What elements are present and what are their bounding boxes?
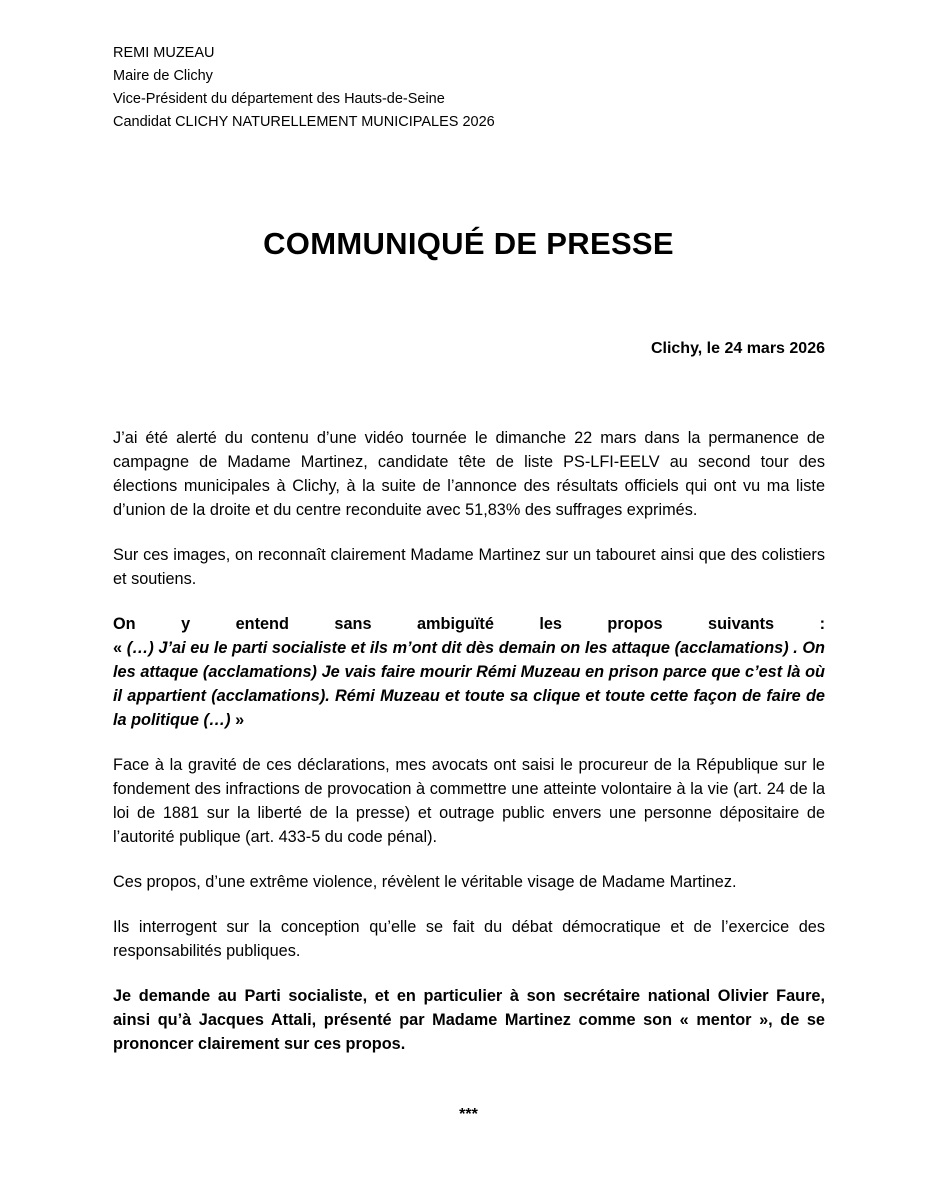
- paragraph-images: Sur ces images, on reconnaît clairement Madame Martinez sur un tabouret ainsi que des colistiers et soutiens.: [113, 546, 825, 588]
- paragraph-video-alert: J’ai été alerté du contenu d’une vidéo tournée le dimanche 22 mars dans la permanence de campagne de Madame Martinez, candidate tête de liste PS-LFI-EELV au second tour des élections municipales à Clichy, à la suite de l’annonce des résultats officiels qui ont vu ma liste d’union de la droite et du centre reconduite avec 51,83% des suffrages exprimés.: [113, 429, 825, 519]
- quote-intro: On y entend sans ambiguïté les propos suivants :: [113, 615, 825, 633]
- dateline: Clichy, le 24 mars 2026: [650, 340, 825, 357]
- sender-role-vice-president: Vice-Président du département des Hauts-de-Seine: [113, 91, 445, 107]
- quote-text: (…) J’ai eu le parti socialiste et ils m’ont dit dès demain on les attaque (acclamations) . On les attaque (acclamations) Je vais faire mourir Rémi Muzeau en prison parce que c’est là où il appartient (acclamations). Rémi Muzeau et toute sa clique et toute cette façon de faire de la politique (…): [113, 639, 825, 729]
- paragraph-demand: Je demande au Parti socialiste, et en particulier à son secrétaire national Olivier Faure, ainsi qu’à Jacques Attali, présenté par Madame Martinez comme son « mentor », de se prononcer clairement sur ces propos.: [113, 987, 825, 1053]
- sender-block: [113, 42, 495, 134]
- paragraph-violence: Ces propos, d’une extrême violence, révèlent le véritable visage de Madame Martinez.: [113, 873, 737, 891]
- sender-role-candidate: Candidat CLICHY NATURELLEMENT MUNICIPALES 2026: [113, 114, 495, 130]
- document-title: COMMUNIQUÉ DE PRESSE: [263, 226, 674, 261]
- paragraph-legal-action: Face à la gravité de ces déclarations, mes avocats ont saisi le procureur de la République sur le fondement des infractions de provocation à commettre une atteinte volontaire à la vie (art. 24 de la loi de 1881 sur la liberté de la presse) et outrage public envers une personne dépositaire de l’autorité publique (art. 433-5 du code pénal).: [113, 756, 825, 846]
- sender-name: REMI MUZEAU: [113, 45, 215, 61]
- sender-role-mayor: Maire de Clichy: [113, 68, 213, 84]
- paragraph-quote: [113, 612, 825, 732]
- end-mark: ***: [459, 1106, 478, 1123]
- quote-close-mark: »: [230, 711, 245, 729]
- press-release-body: [113, 426, 825, 1077]
- paragraph-democracy: Ils interrogent sur la conception qu’elle se fait du débat démocratique et de l’exercice des responsabilités publiques.: [113, 918, 825, 960]
- quote-open-mark: «: [113, 639, 127, 657]
